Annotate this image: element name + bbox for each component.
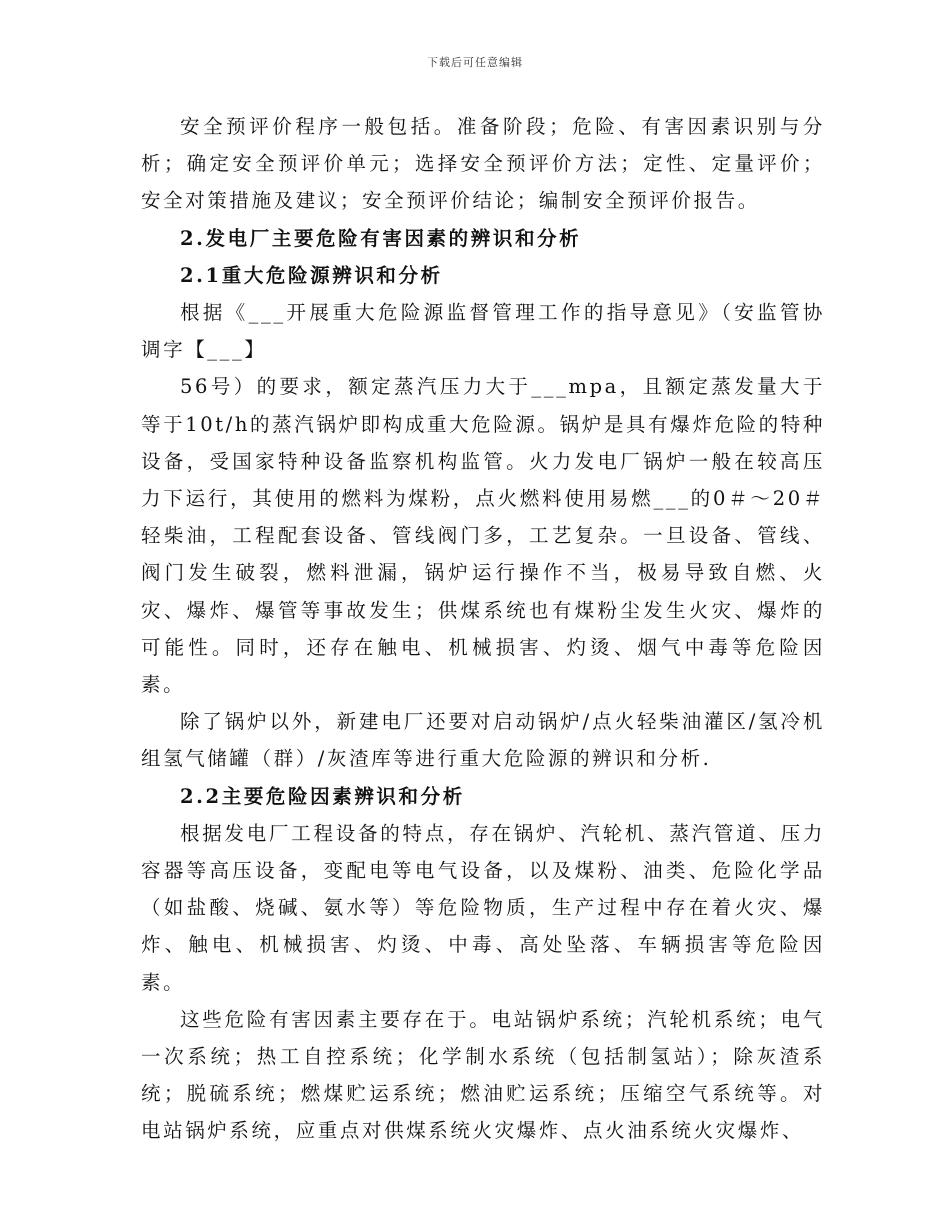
paragraph-hazard-systems: 这些危险有害因素主要存在于。电站锅炉系统；汽轮机系统；电气一次系统；热工自控系统；化学制水系统（包括制氢站）；除灰渣系统；脱硫系统；燃煤贮运系统；燃油贮运系统；压缩空气系统等。对电站锅炉系统，应重点对供煤系统火灾爆炸、点火油系统火灾爆炸、: [141, 1007, 825, 1143]
paragraph-other-hazard-sources: 除了锅炉以外，新建电厂还要对启动锅炉/点火轻柴油灌区/氢冷机组氢气储罐（群）/灰渣库等进行重大危险源的辨识和分析.: [141, 710, 825, 771]
paragraph-guidance-reference: 根据《___开展重大危险源监督管理工作的指导意见》（安监管协调字【___】: [141, 301, 825, 362]
section-heading-2-2: 2.2主要危险因素辨识和分析: [180, 784, 465, 808]
document-body: [141, 108, 825, 1150]
section-heading-2: 2.发电厂主要危险有害因素的辨识和分析: [180, 226, 582, 250]
paragraph-evaluation-procedure: 安全预评价程序一般包括。准备阶段；危险、有害因素识别与分析；确定安全预评价单元；选择安全预评价方法；定性、定量评价；安全对策措施及建议；安全预评价结论；编制安全预评价报告。: [141, 115, 825, 213]
paragraph-equipment-hazards: 根据发电厂工程设备的特点，存在锅炉、汽轮机、蒸汽管道、压力容器等高压设备，变配电等电气设备，以及煤粉、油类、危险化学品（如盐酸、烧碱、氨水等）等危险物质，生产过程中存在着火灾、爆炸、触电、机械损害、灼烫、中毒、高处坠落、车辆损害等危险因素。: [141, 821, 825, 994]
section-heading-2-1: 2.1重大危险源辨识和分析: [180, 263, 443, 287]
page-header-note: 下载后可任意编辑: [427, 56, 523, 69]
paragraph-boiler-hazards: 56号）的要求，额定蒸汽压力大于___mpa，且额定蒸发量大于等于10t/h的蒸汽锅炉即构成重大危险源。锅炉是具有爆炸危险的特种设备，受国家特种设备监察机构监管。火力发电厂锅炉一般在较高压力下运行，其使用的燃料为煤粉，点火燃料使用易燃___的0＃～20＃轻柴油，工程配套设备、管线阀门多，工艺复杂。一旦设备、管线、阀门发生破裂，燃料泄漏，锅炉运行操作不当，极易导致自燃、火灾、爆炸、爆管等事故发生；供煤系统也有煤粉尘发生火灾、爆炸的可能性。同时，还存在触电、机械损害、灼烫、烟气中毒等危险因素。: [141, 375, 825, 697]
